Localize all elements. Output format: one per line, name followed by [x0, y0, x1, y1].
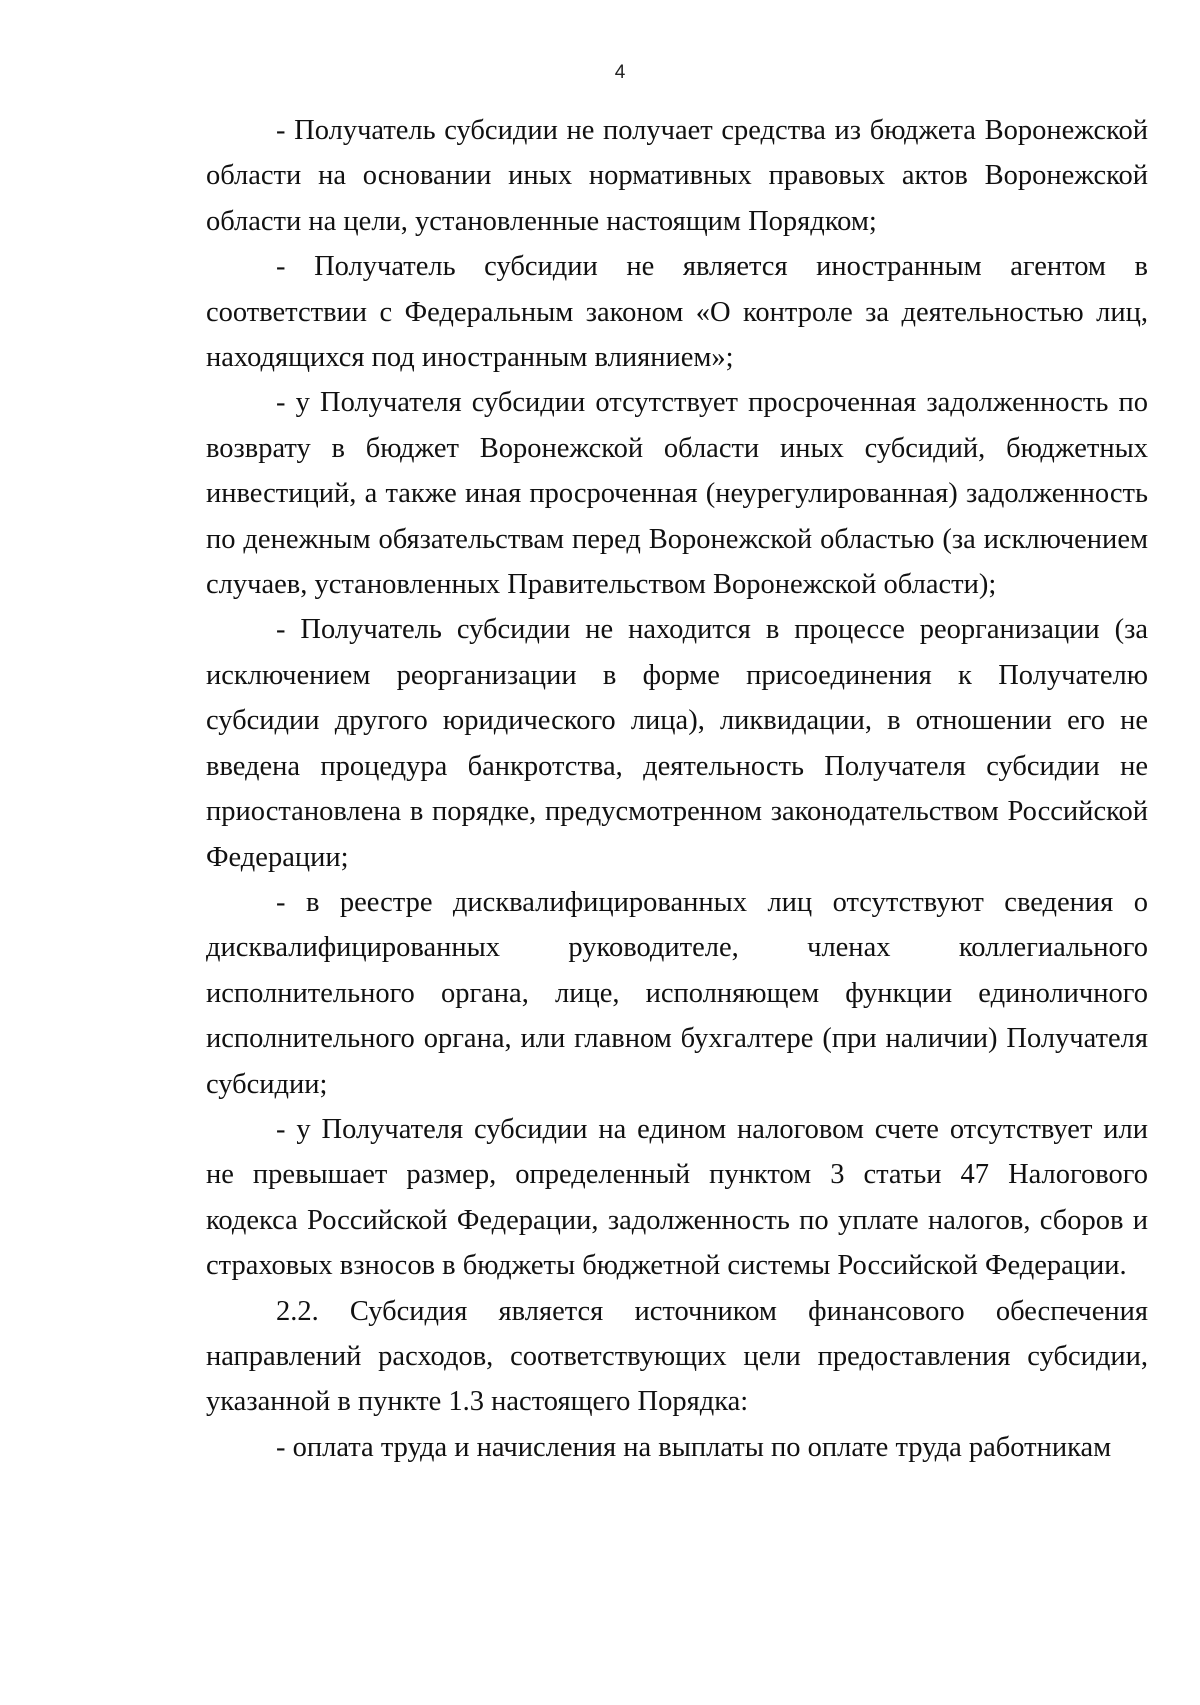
- page-number: 4: [614, 62, 626, 83]
- paragraph-no-other-funds: - Получатель субсидии не получает средства из бюджета Воронежской области на основании иных нормативных правовых актов Воронежской области на цели, установленные настоящим Порядком;: [206, 115, 1148, 237]
- document-body: [206, 108, 1148, 1470]
- paragraph-not-reorganizing: - Получатель субсидии не находится в процессе реорганизации (за исключением реорганизации в форме присоединения к Получателю субсидии другого юридического лица), ликвидации, в отношении его не введена процедура банкротства, деятельность Получателя субсидии не приостановлена в порядке, предусмотренном законодательством Российской Федерации;: [206, 614, 1148, 873]
- paragraph-labor-payment: - оплата труда и начисления на выплаты по оплате труда работникам: [276, 1431, 1112, 1463]
- paragraph-no-overdue-debt: - у Получателя субсидии отсутствует просроченная задолженность по возврату в бюджет Воронежской области иных субсидий, бюджетных инвестиций, а также иная просроченная (неурегулированная) задолженность по денежным обязательствам перед Воронежской областью (за исключением случаев, установленных Правительством Воронежской области);: [206, 387, 1148, 601]
- paragraph-tax-account: - у Получателя субсидии на едином налоговом счете отсутствует или не превышает размер, определенный пунктом 3 статьи 47 Налогового кодекса Российской Федерации, задолженность по уплате налогов, сборов и страховых взносов в бюджеты бюджетной системы Российской Федерации.: [206, 1113, 1148, 1282]
- paragraph-not-foreign-agent: - Получатель субсидии не является иностранным агентом в соответствии с Федеральным законом «О контроле за деятельностью лиц, находящихся под иностранным влиянием»;: [206, 251, 1148, 374]
- paragraph-section-2-2: 2.2. Субсидия является источником финансового обеспечения направлений расходов, соответствующих цели предоставления субсидии, указанной в пункте 1.3 настоящего Порядка:: [206, 1295, 1148, 1418]
- paragraph-disqualified-persons: - в реестре дисквалифицированных лиц отсутствуют сведения о дисквалифицированных руководителе, членах коллегиального исполнительного органа, лице, исполняющем функции единоличного исполнительного органа, или главном бухгалтере (при наличии) Получателя субсидии;: [206, 886, 1148, 1100]
